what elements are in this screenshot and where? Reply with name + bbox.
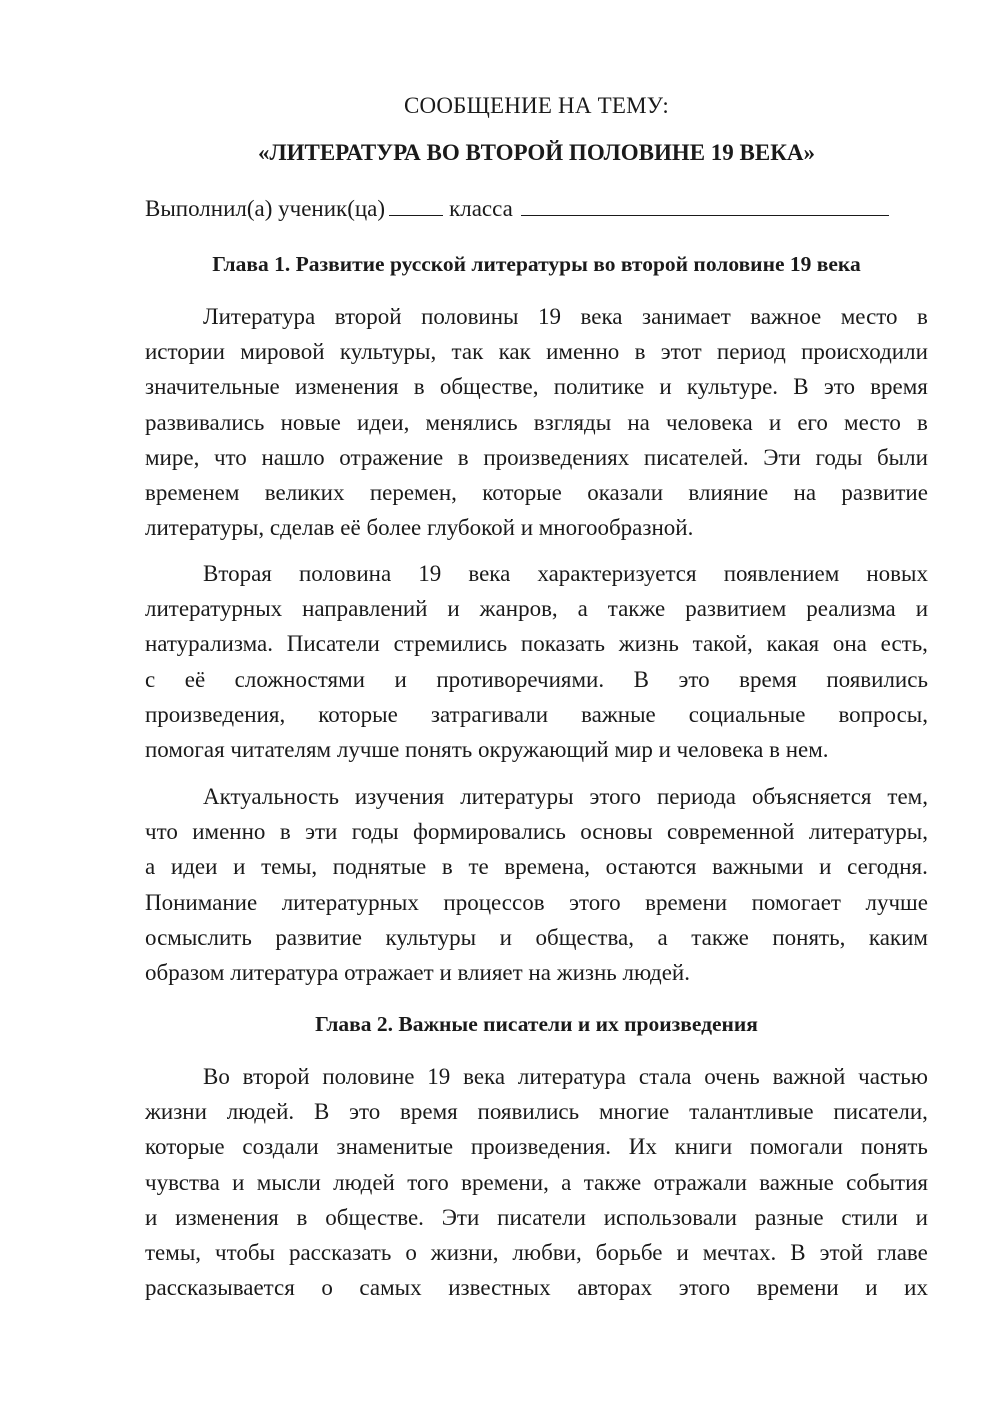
paragraph-line: натурализма. Писатели стремились показать жизнь такой, какая она есть, (145, 631, 928, 657)
paragraph-line: рассказывается о самых известных авторах этого времени и их (145, 1275, 928, 1301)
paragraph-line: развивались новые идеи, менялись взгляды на человека и его место в (145, 409, 928, 435)
chapter-1-paragraph-1 (145, 299, 928, 545)
class-name-blank (521, 195, 889, 216)
paragraph-line: Вторая половина 19 века характеризуется появлением новых (203, 561, 928, 586)
paragraph-line: Во второй половине 19 века литература стала очень важной частью (203, 1064, 928, 1089)
chapter-2-paragraph-1 (145, 1059, 928, 1305)
author-line (145, 195, 928, 222)
author-prefix: Выполнил(а) ученик(ца) (145, 196, 386, 221)
paragraph-line: образом литература отражает и влияет на жизнь людей. (145, 959, 690, 985)
chapter-1-paragraph-3 (145, 779, 928, 990)
paragraph-line: Литература второй половины 19 века занимает важное место в (203, 304, 928, 329)
paragraph-line: литературы, сделав её более глубокой и многообразной. (145, 515, 694, 541)
paragraph-line: темы, чтобы рассказать о жизни, любви, борьбе и мечтах. В этой главе (145, 1239, 928, 1265)
paragraph-line: произведения, которые затрагивали важные социальные вопросы, (145, 701, 928, 727)
paragraph-line: с её сложностями и противоречиями. В это время появились (145, 666, 928, 692)
document-title: «ЛИТЕРАТУРА ВО ВТОРОЙ ПОЛОВИНЕ 19 ВЕКА» (257, 140, 816, 165)
author-class-label: класса (449, 196, 513, 221)
chapter-2-title: Глава 2. Важные писатели и их произведения (315, 1012, 758, 1036)
paragraph-line: литературных направлений и жанров, а также развитием реализма и (145, 596, 928, 622)
chapter-1-paragraph-2 (145, 556, 928, 767)
class-number-blank (389, 195, 443, 216)
paragraph-line: значительные изменения в обществе, политике и культуре. В это время (145, 374, 928, 400)
paragraph-line: осмыслить развитие культуры и общества, а также понять, каким (145, 924, 928, 950)
paragraph-line: Актуальность изучения литературы этого периода объясняется тем, (203, 784, 928, 809)
paragraph-line: временем великих перемен, которые оказали влияние на развитие (145, 479, 928, 505)
paragraph-line: истории мировой культуры, так как именно в этот период происходили (145, 339, 928, 365)
document-header-line1: СООБЩЕНИЕ НА ТЕМУ: (404, 93, 669, 118)
paragraph-line: чувства и мысли людей того времени, а также отражали важные события (145, 1169, 928, 1195)
paragraph-line: что именно в эти годы формировались основы современной литературы, (145, 819, 928, 845)
paragraph-line: которые создали знаменитые произведения. Их книги помогали понять (145, 1134, 928, 1160)
paragraph-line: мире, что нашло отражение в произведениях писателей. Эти годы были (145, 444, 928, 470)
paragraph-line: жизни людей. В это время появились многие талантливые писатели, (145, 1099, 928, 1125)
paragraph-line: помогая читателям лучше понять окружающий мир и человека в нем. (145, 736, 829, 762)
chapter-1-title: Глава 1. Развитие русской литературы во второй половине 19 века (212, 252, 861, 276)
paragraph-line: Понимание литературных процессов этого времени помогает лучше (145, 889, 928, 915)
paragraph-line: а идеи и темы, поднятые в те времена, остаются важными и сегодня. (145, 854, 928, 880)
paragraph-line: и изменения в обществе. Эти писатели использовали разные стили и (145, 1204, 928, 1230)
